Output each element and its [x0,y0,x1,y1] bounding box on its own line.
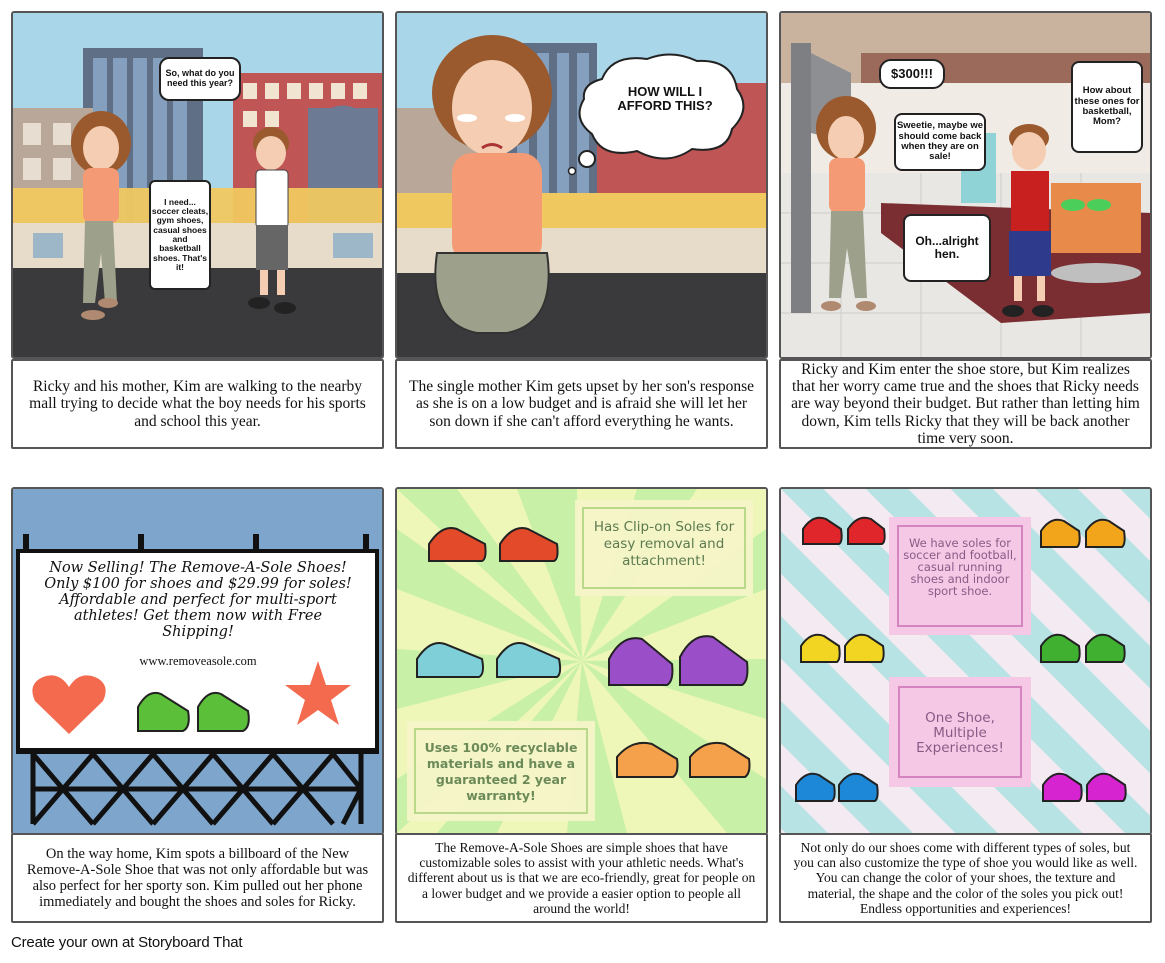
panel-6-caption: Not only do our shoes come with different types of soles, but you can also customize the type of shoe you would like as well. You can change the color of your shoes, the texture and material, the shape and the color of the soles you pick out! Endless opportunities and experiences! [779,833,1152,923]
panel-5-scene [395,487,768,835]
panel-4-caption: On the way home, Kim spots a billboard of the New Remove-A-Sole Shoe that was not only affordable but was also perfect for her sporty son. Kim pulled out her phone immediately and bought the shoes and soles for Ricky. [11,833,384,923]
billboard-url: www.removeasole.com [139,654,257,668]
thought-bubble-kim: HOW WILL I AFFORD THIS? [617,83,713,113]
speech-bubble-basketball: How about these ones for basketball, Mom? [1071,61,1143,153]
speech-bubble-kim: So, what do you need this year? [159,57,241,101]
panel-4-scene [11,487,384,835]
soles-info-text: We have soles for soccer and football, casual running shoes and indoor sport shoe. [903,536,1017,599]
speech-bubble-sale: Sweetie, maybe we should come back when they are on sale! [894,113,986,171]
feature-clip-on-soles: Has Clip-on Soles for easy removal and attachment! [593,519,735,569]
speech-bubble-alright: Oh...alright hen. [903,214,991,282]
panel-1-caption: Ricky and his mother, Kim are walking to the nearby mall trying to decide what the boy needs for his sports and school this year. [11,359,384,449]
panel-6-scene [779,487,1152,835]
speech-bubble-price: $300!!! [879,59,945,89]
slogan-text: One Shoe, Multiple Experiences! [916,710,1004,756]
speech-bubble-ricky: I need... soccer cleats, gym shoes, casual shoes and basketball shoes. That's it! [149,180,211,290]
panel-1-scene [11,11,384,359]
panel-2-scene [395,11,768,359]
storyboard-that-footer-link[interactable]: Create your own at Storyboard That [11,934,243,951]
panel-5-caption: The Remove-A-Sole Shoes are simple shoes that have customizable soles to assist with your athletic needs. What's different about us is that we are eco-friendly, great for people on a lower budget and we provide a easier option to people all around the world! [395,833,768,923]
feature-recyclable: Uses 100% recyclable materials and have a guaranteed 2 year warranty! [424,740,578,803]
billboard-text: Now Selling! The Remove-A-Sole Shoes! Only $100 for shoes and $29.99 for soles! Affordable and perfect for multi-sport athletes! Get them now with Free Shipping! [44,560,352,640]
panel-3-scene [779,11,1152,359]
panel-2-caption: The single mother Kim gets upset by her son's response as she is on a low budget and is afraid she will let her son down if she can't afford everything he wants. [395,359,768,449]
panel-3-caption: Ricky and Kim enter the shoe store, but Kim realizes that her worry came true and the shoes that Ricky needs are way beyond their budget. But rather than letting him down, Kim tells Ricky that they will be back another time very soon. [779,359,1152,449]
